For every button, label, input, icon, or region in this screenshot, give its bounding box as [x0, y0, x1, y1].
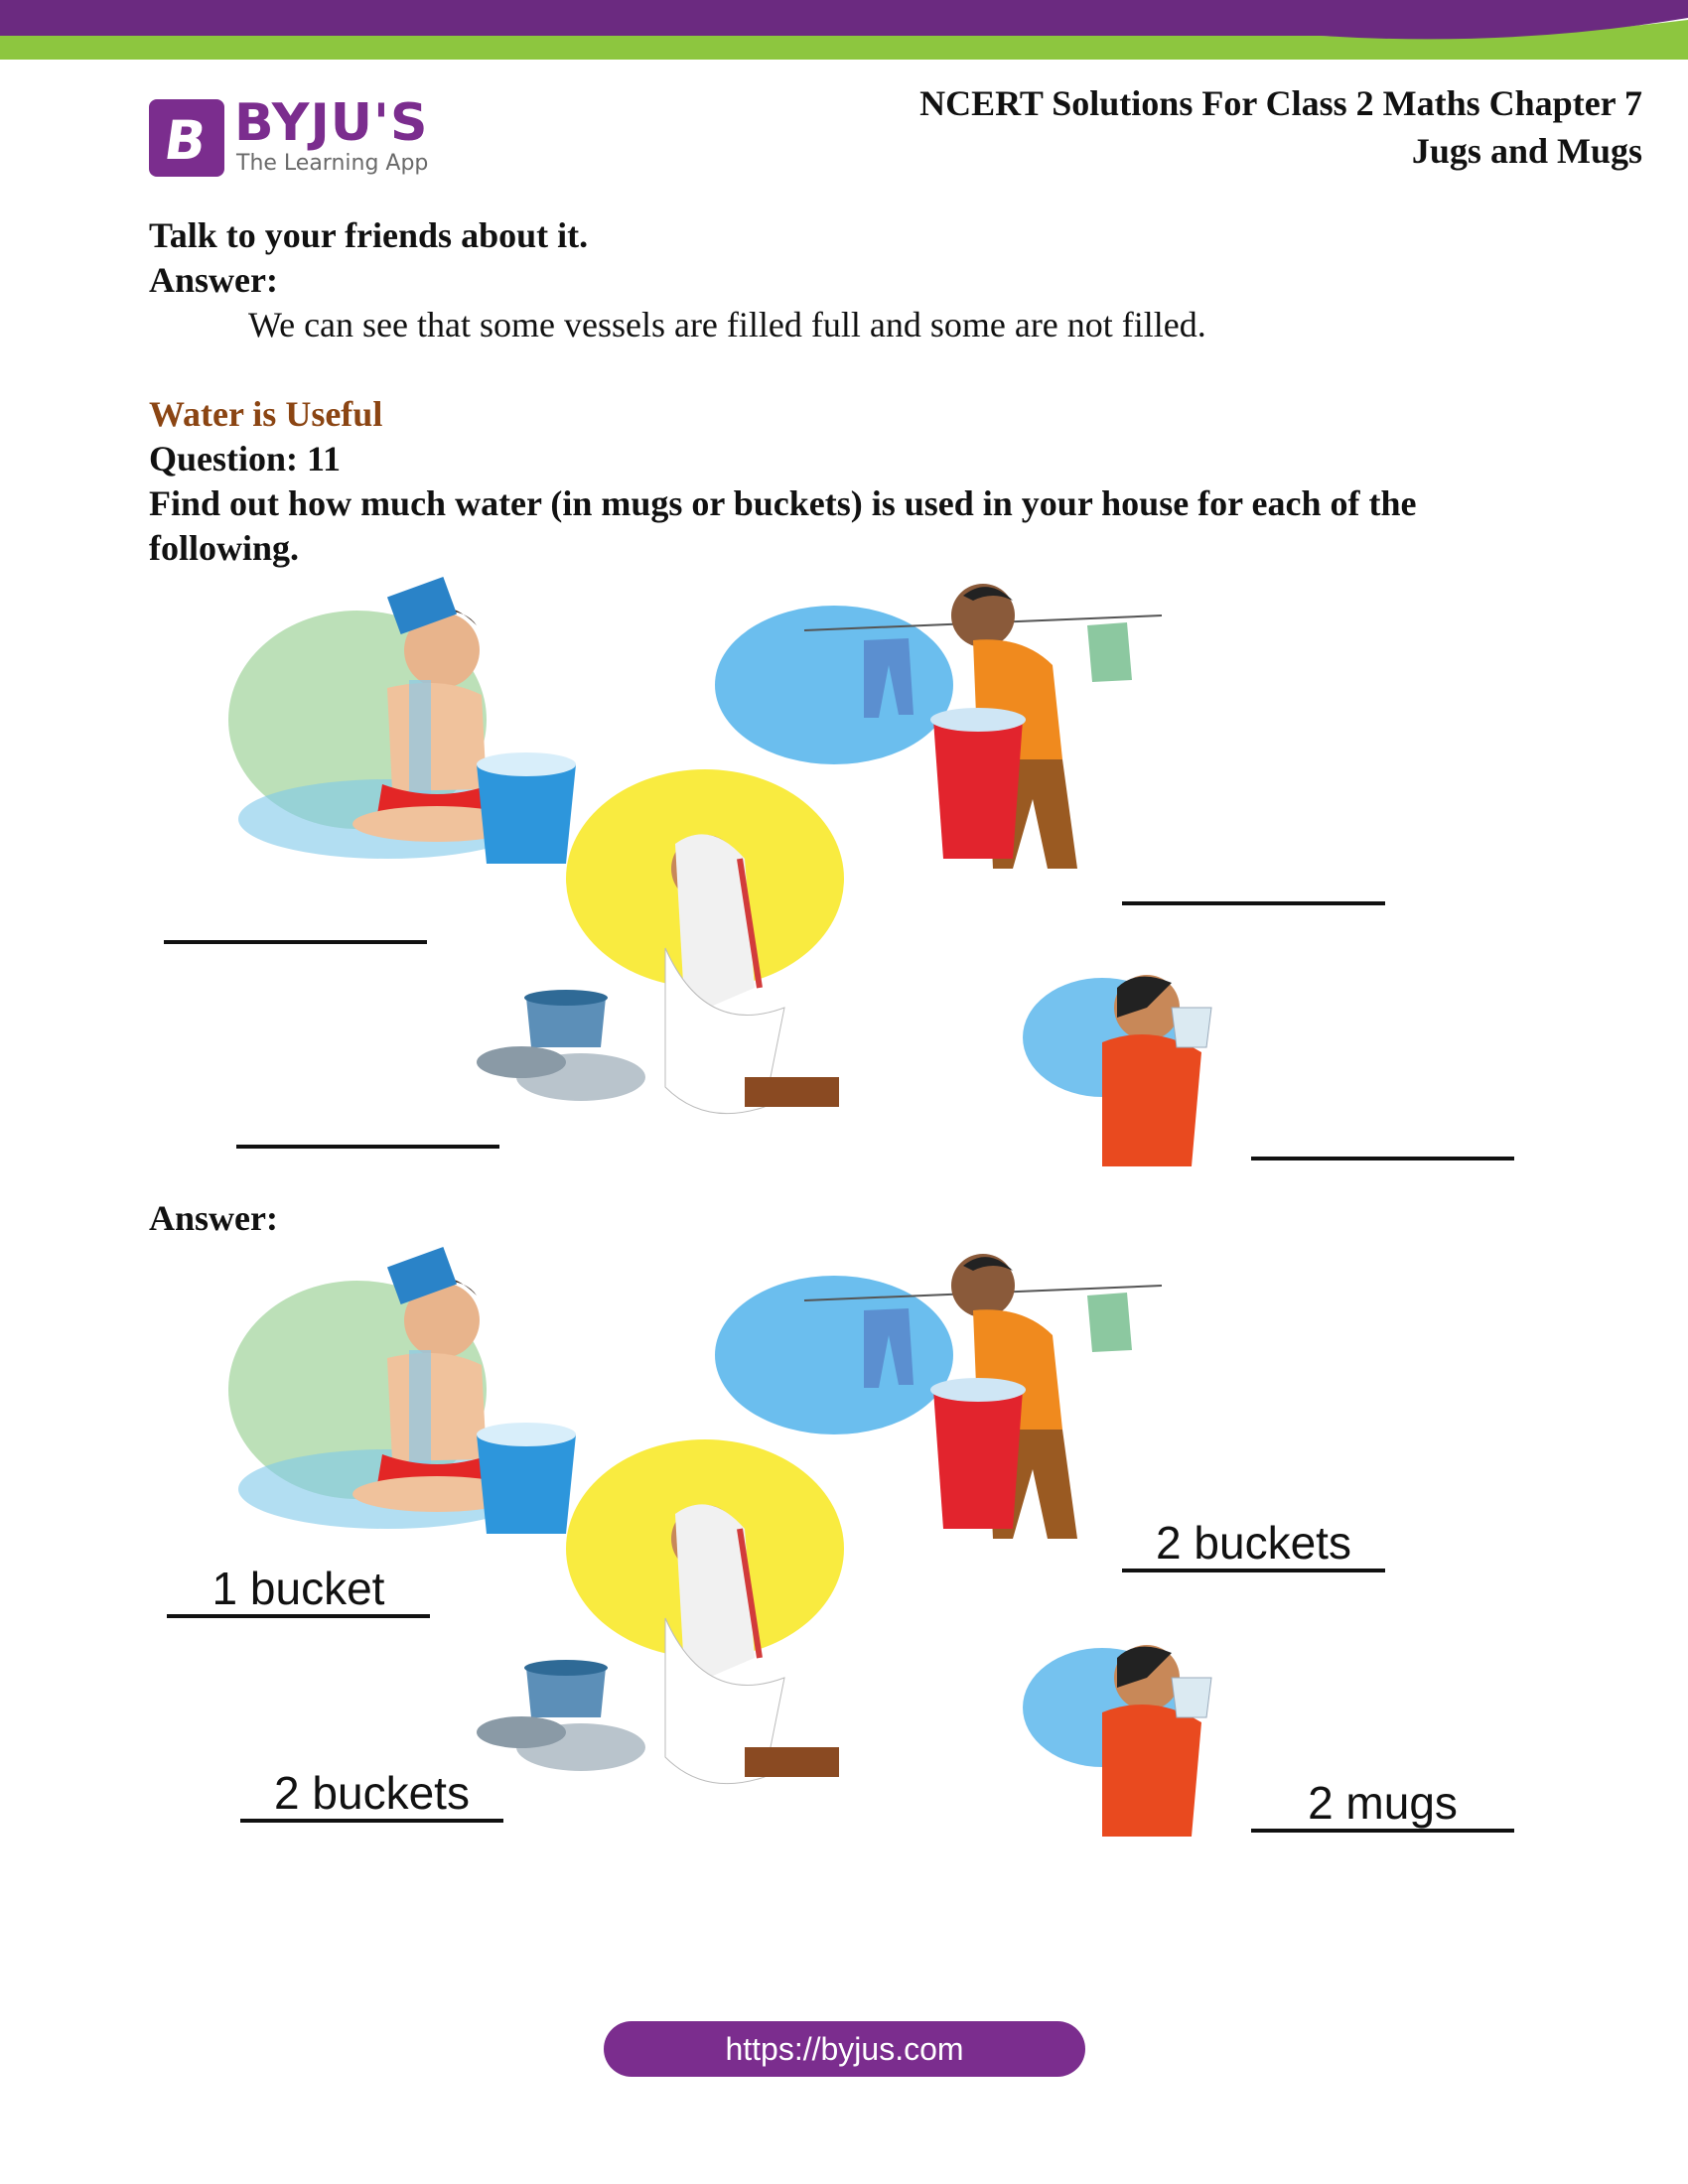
question-illustration	[149, 571, 1539, 1216]
woman-drinking-illustration	[1023, 1645, 1211, 1837]
logo-mark: B	[149, 99, 224, 177]
question-label: Question: 11	[149, 439, 342, 478]
question-line1: Find out how much water (in mugs or buckets) is used in your house for each of the	[149, 483, 1417, 523]
washing-utensils-answer-blank[interactable]	[236, 1145, 499, 1149]
answer-illustration	[149, 1241, 1539, 1886]
bathing-answer: 1 bucket	[167, 1561, 430, 1618]
boy-bathing-illustration	[228, 577, 576, 864]
top-banner	[0, 0, 1688, 62]
drinking-answer-blank[interactable]	[1251, 1157, 1514, 1160]
bathing-answer-blank[interactable]	[164, 940, 427, 944]
header-title-line1: NCERT Solutions For Class 2 Maths Chapter 7	[919, 83, 1642, 123]
footer-url-link[interactable]: https://byjus.com	[604, 2021, 1085, 2077]
byjus-logo[interactable]	[149, 93, 447, 181]
question-line2: following.	[149, 528, 300, 568]
boy-bathing-illustration	[228, 1247, 576, 1534]
drinking-answer: 2 mugs	[1251, 1775, 1514, 1833]
washing-clothes-answer: 2 buckets	[1122, 1515, 1385, 1572]
washing-utensils-answer: 2 buckets	[240, 1765, 503, 1823]
logo-name: BYJU'S	[234, 93, 429, 153]
answer-label: Answer:	[149, 1198, 278, 1238]
intro-answer-label: Answer:	[149, 260, 278, 300]
intro-prompt: Talk to your friends about it.	[149, 215, 589, 255]
section-heading: Water is Useful	[149, 394, 383, 434]
header-title-line2: Jugs and Mugs	[1411, 131, 1642, 171]
question-scenes	[149, 571, 1539, 1216]
woman-drinking-illustration	[1023, 975, 1211, 1166]
intro-answer-text: We can see that some vessels are filled full and some are not filled.	[248, 305, 1206, 344]
washing-clothes-answer-blank[interactable]	[1122, 901, 1385, 905]
page-header-title	[919, 79, 1642, 175]
logo-tagline: The Learning App	[236, 151, 429, 176]
